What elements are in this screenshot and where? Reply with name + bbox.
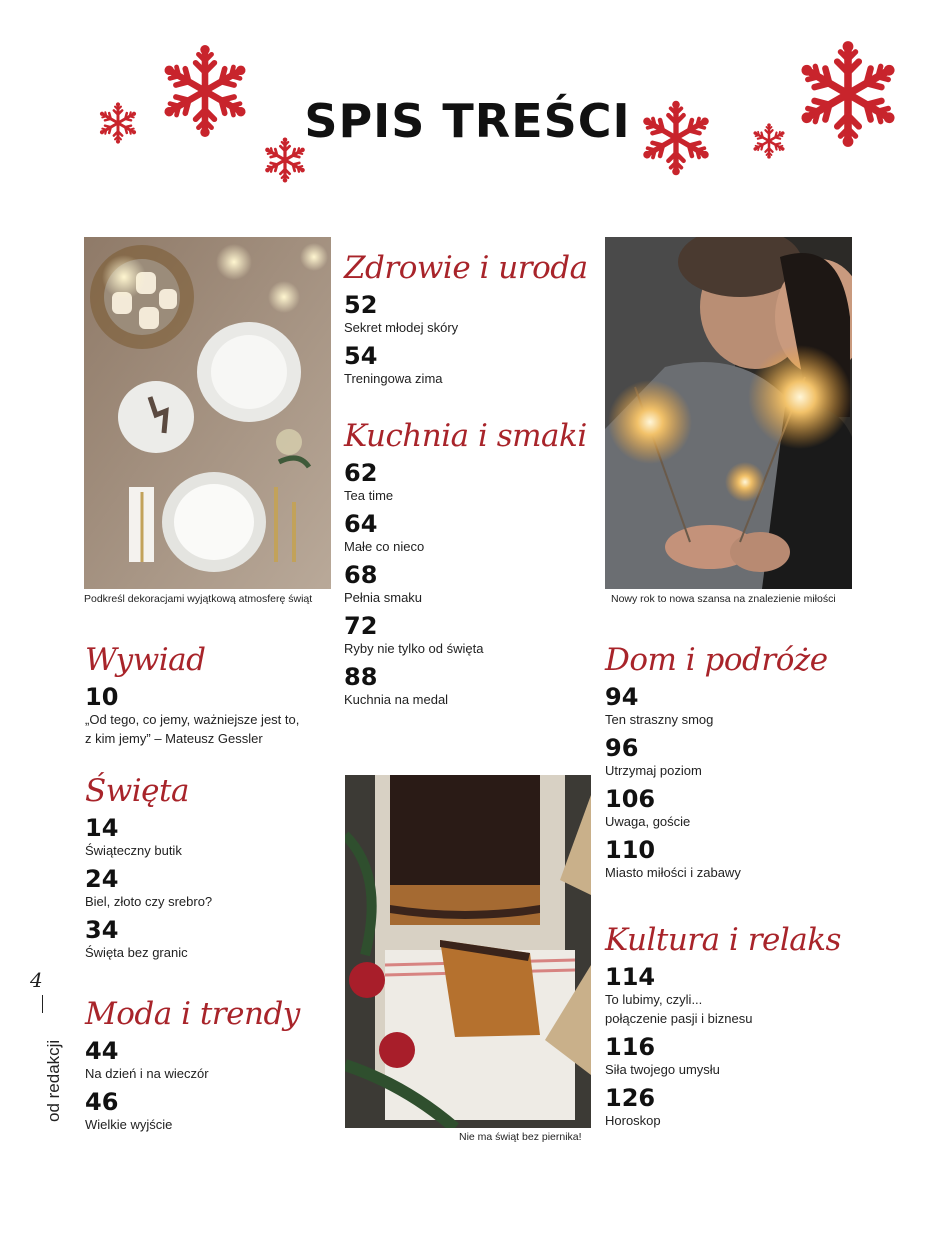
section-wywiad xyxy=(85,642,299,748)
toc-entry[interactable] xyxy=(85,815,212,860)
page-title: SPIS TREŚCI xyxy=(304,94,631,148)
snowflake-icon xyxy=(638,100,714,176)
page-number-label: 64 xyxy=(344,510,378,538)
couple-photo xyxy=(605,237,852,589)
article-title: Święta bez granic xyxy=(85,945,188,960)
article-title: Świąteczny butik xyxy=(85,843,182,858)
page-number-label: 72 xyxy=(344,612,378,640)
gingerbread-photo-caption: Nie ma świąt bez piernika! xyxy=(459,1131,582,1143)
section-title: Zdrowie i uroda xyxy=(344,250,588,286)
couple-photo-caption: Nowy rok to nowa szansa na znalezienie miłości xyxy=(611,593,836,605)
toc-entry[interactable] xyxy=(85,1038,300,1083)
page-number-label: 10 xyxy=(85,683,119,711)
toc-entry[interactable] xyxy=(605,1085,841,1130)
toc-entry[interactable] xyxy=(344,613,587,658)
page-number-label: 110 xyxy=(605,836,656,864)
toc-entry[interactable] xyxy=(85,684,299,748)
page-number-label: 126 xyxy=(605,1084,656,1112)
snowflake-icon xyxy=(97,102,139,144)
page-number-label: 106 xyxy=(605,785,656,813)
section-title: Święta xyxy=(85,773,189,809)
toc-entry[interactable] xyxy=(605,1034,841,1079)
article-title: Na dzień i na wieczór xyxy=(85,1066,209,1081)
page-number-label: 94 xyxy=(605,683,639,711)
snowflake-icon xyxy=(262,137,308,183)
toc-entry[interactable] xyxy=(344,511,587,556)
article-title: Biel, złoto czy srebro? xyxy=(85,894,213,909)
toc-entry[interactable] xyxy=(344,562,587,607)
toc-entry[interactable] xyxy=(344,343,588,388)
section-swieta xyxy=(85,773,212,962)
section-title: Moda i trendy xyxy=(85,996,300,1032)
section-title: Wywiad xyxy=(85,642,206,678)
toc-entry[interactable] xyxy=(344,292,588,337)
article-title: Wielkie wyjście xyxy=(85,1117,173,1132)
section-kuchnia-i-smaki xyxy=(344,418,587,709)
article-title: Sekret młodej skóry xyxy=(344,320,459,335)
article-title: Utrzymaj poziom xyxy=(605,763,702,778)
page-number-label: 54 xyxy=(344,342,378,370)
article-title: Ten straszny smog xyxy=(605,712,714,727)
page-number-label: 34 xyxy=(85,916,119,944)
article-title: Ryby nie tylko od święta xyxy=(344,641,484,656)
page-divider xyxy=(42,995,43,1013)
page-number-label: 14 xyxy=(85,814,119,842)
toc-entry[interactable] xyxy=(605,837,828,882)
section-title: Dom i podróże xyxy=(605,642,828,678)
page-number-label: 114 xyxy=(605,963,656,991)
toc-entry[interactable] xyxy=(344,460,587,505)
article-title: Horoskop xyxy=(605,1113,661,1128)
article-title: Kuchnia na medal xyxy=(344,692,449,707)
snowflake-icon xyxy=(794,40,902,148)
article-title: To lubimy, czyli... połączenie pasji i biznesu xyxy=(605,992,753,1026)
section-zdrowie-i-uroda xyxy=(344,250,588,388)
article-title: „Od tego, co jemy, ważniejsze jest to, z kim jemy” – Mateusz Gessler xyxy=(85,712,300,746)
page-number: 4 xyxy=(30,968,43,992)
toc-entry[interactable] xyxy=(85,866,212,911)
article-title: Miasto miłości i zabawy xyxy=(605,865,741,880)
snowflake-icon xyxy=(158,44,252,138)
side-section-label: od redakcji xyxy=(44,1039,63,1122)
page-number-label: 52 xyxy=(344,291,378,319)
section-kultura-i-relaks xyxy=(605,922,841,1130)
article-title: Uwaga, goście xyxy=(605,814,691,829)
table-setting-photo xyxy=(84,237,331,589)
section-dom-i-podroze xyxy=(605,642,828,882)
page-number-label: 68 xyxy=(344,561,378,589)
page-number-label: 88 xyxy=(344,663,378,691)
gingerbread-photo xyxy=(345,775,591,1128)
snowflake-icon xyxy=(751,123,787,159)
article-title: Pełnia smaku xyxy=(344,590,423,605)
section-title: Kuchnia i smaki xyxy=(344,418,587,454)
article-title: Treningowa zima xyxy=(344,371,443,386)
page-number-label: 44 xyxy=(85,1037,119,1065)
table-photo-caption: Podkreśl dekoracjami wyjątkową atmosferę świąt xyxy=(84,593,313,605)
toc-entry[interactable] xyxy=(344,664,587,709)
toc-entry[interactable] xyxy=(605,964,841,1028)
toc-entry[interactable] xyxy=(85,917,212,962)
toc-entry[interactable] xyxy=(85,1089,300,1134)
toc-entry[interactable] xyxy=(605,786,828,831)
article-title: Tea time xyxy=(344,488,394,503)
section-moda-i-trendy xyxy=(85,996,300,1134)
page-number-label: 96 xyxy=(605,734,639,762)
toc-entry[interactable] xyxy=(605,735,828,780)
article-title: Małe co nieco xyxy=(344,539,425,554)
page-number-label: 46 xyxy=(85,1088,119,1116)
page-number-label: 116 xyxy=(605,1033,656,1061)
page-number-label: 62 xyxy=(344,459,378,487)
section-title: Kultura i relaks xyxy=(605,922,841,958)
page-number-label: 24 xyxy=(85,865,119,893)
article-title: Siła twojego umysłu xyxy=(605,1062,720,1077)
toc-entry[interactable] xyxy=(605,684,828,729)
